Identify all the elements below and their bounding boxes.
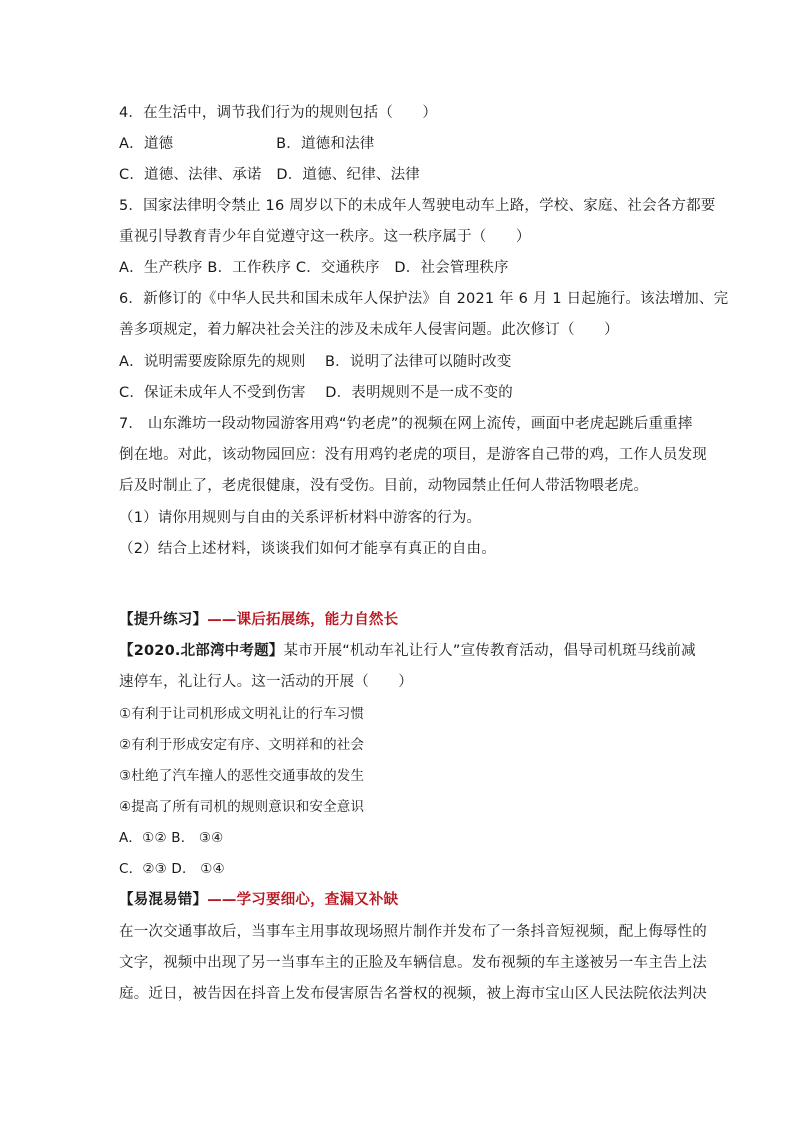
q4-options-ab: A．道德 B．道德和法律 — [119, 136, 375, 152]
tisheng-item-3: ③杜绝了汽车撞人的恶性交通事故的发生 — [119, 768, 365, 784]
q7-stem-2: 倒在地。对此，该动物园回应：没有用鸡钓老虎的项目，是游客自己带的鸡，工作人员发现 — [119, 447, 707, 463]
tisheng-item-2: ②有利于形成安定有序、文明祥和的社会 — [119, 737, 365, 753]
tisheng-source: 【2020.北部湾中考题】 — [119, 643, 284, 659]
q7-sub-question-2: （2）结合上述材料，谈谈我们如何才能享有真正的自由。 — [119, 541, 496, 557]
q6-stem-2: 善多项规定，着力解决社会关注的涉及未成年人侵害问题。此次修订（ ） — [119, 322, 619, 338]
yihun-text-3: 庭。近日，被告因在抖音上发布侵害原告名誉权的视频，被上海市宝山区人民法院依法判决 — [119, 986, 707, 1002]
tisheng-stem-1 — [119, 641, 696, 661]
q4-stem: 4．在生活中，调节我们行为的规则包括（ ） — [119, 105, 438, 121]
q5-stem-1: 5．国家法律明令禁止 16 周岁以下的未成年人驾驶电动车上路，学校、家庭、社会各方都要 — [119, 198, 716, 214]
tisheng-stem-1-text: 某市开展“机动车礼让行人”宣传教育活动，倡导司机斑马线前减 — [283, 643, 696, 659]
q6-stem-1: 6．新修订的《中华人民共和国未成年人保护法》自 2021 年 6 月 1 日起施行。该法增加、完 — [119, 291, 729, 307]
yihun-heading — [119, 890, 398, 910]
q7-stem-1: 7． 山东潍坊一段动物园游客用鸡“钓老虎”的视频在网上流传，画面中老虎起跳后重重摔 — [119, 416, 693, 432]
tisheng-stem-2: 速停车，礼让行人。这一活动的开展（ ） — [119, 674, 413, 690]
yihun-text-2: 文字，视频中出现了另一当事车主的正脸及车辆信息。发布视频的车主遂被另一车主告上法 — [119, 955, 707, 971]
tisheng-item-4: ④提高了所有司机的规则意识和安全意识 — [119, 799, 365, 815]
tisheng-options-ab: A．①② B． ③④ — [119, 830, 224, 846]
q7-sub-question-1: （1）请你用规则与自由的关系评析材料中游客的行为。 — [119, 510, 482, 526]
q5-stem-2: 重视引导教育青少年自觉遵守这一秩序。这一秩序属于（ ） — [119, 229, 531, 245]
tisheng-tagline: ——课后拓展练，能力自然长 — [207, 612, 399, 628]
q7-stem-3: 后及时制止了，老虎很健康，没有受伤。目前，动物园禁止任何人带活物喂老虎。 — [119, 478, 649, 494]
tisheng-label: 【提升练习】 — [119, 612, 208, 628]
tisheng-item-1: ①有利于让司机形成文明礼让的行车习惯 — [119, 706, 365, 722]
tisheng-heading — [119, 610, 398, 630]
yihun-label: 【易混易错】 — [119, 892, 208, 908]
q6-options-ab: A．说明需要废除原先的规则 B．说明了法律可以随时改变 — [119, 354, 512, 370]
yihun-text-1: 在一次交通事故后，当事车主用事故现场照片制作并发布了一条抖音短视频，配上侮辱性的 — [119, 924, 707, 940]
q4-options-cd: C．道德、法律、承诺 D．道德、纪律、法律 — [119, 167, 420, 183]
q5-options: A．生产秩序 B．工作秩序 C．交通秩序 D．社会管理秩序 — [119, 260, 509, 276]
q6-options-cd: C．保证未成年人不受到伤害 D．表明规则不是一成不变的 — [119, 385, 513, 401]
tisheng-options-cd: C．②③ D． ①④ — [119, 861, 225, 877]
yihun-tagline: ——学习要细心，查漏又补缺 — [207, 892, 399, 908]
